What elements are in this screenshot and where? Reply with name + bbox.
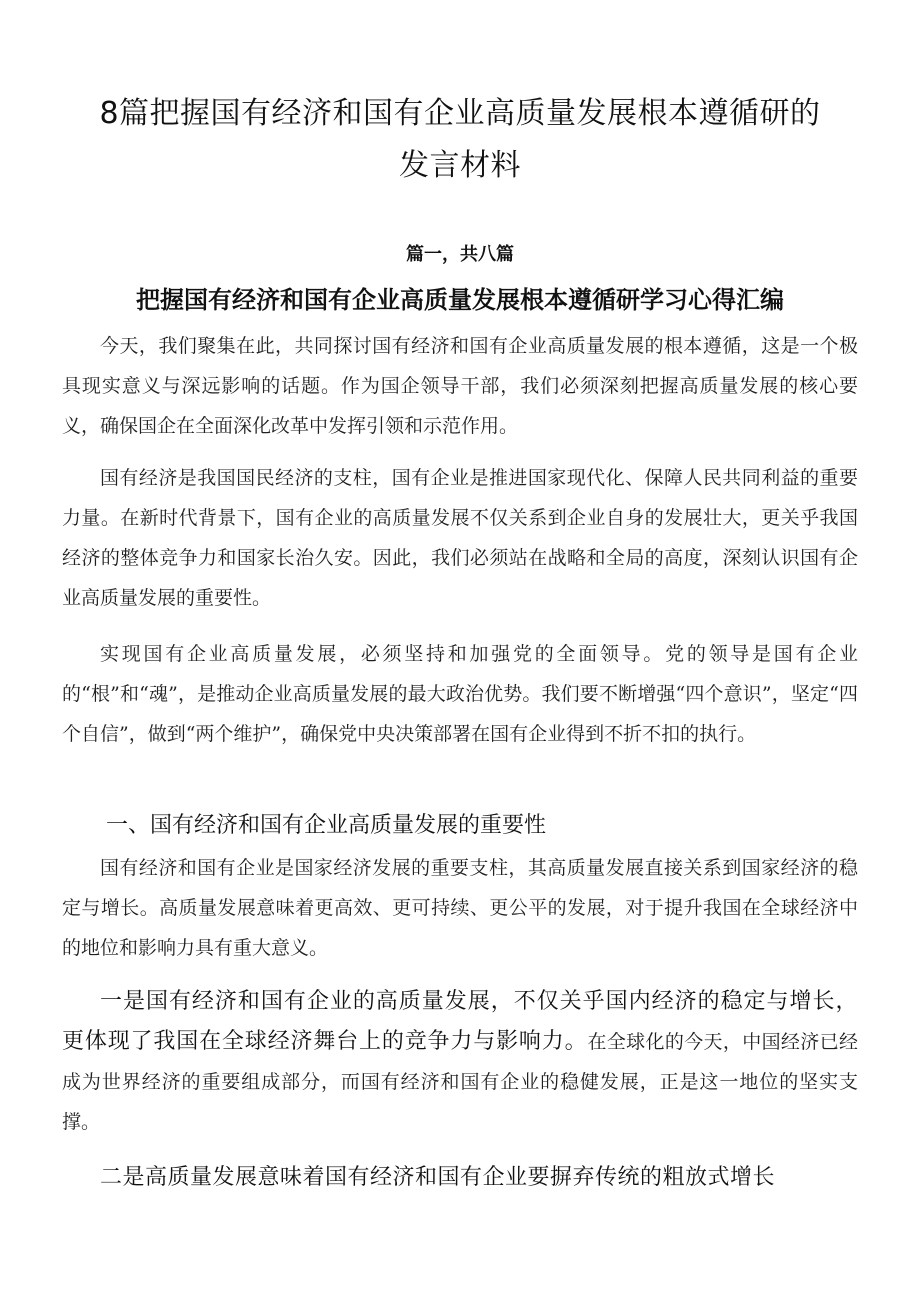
section-label: 篇一，共八篇	[406, 244, 514, 265]
paragraph	[62, 1158, 858, 1198]
paragraph: 实现国有企业高质量发展，必须坚持和加强党的全面领导。党的领导是国有企业的“根”和“魂”，是推动企业高质量发展的最大政治优势。我们要不断增强“四个意识”，坚定“四个自信”，做到“两个维护”，确保党中央决策部署在国有企业得到不折不扣的执行。	[62, 643, 858, 745]
paragraph-lead-sentence: 一是国有经济和国有企业的高质量发展，不仅关乎国内经济的稳定与增长，更体现了我国在全球经济舞台上的竞争力与影响力。	[62, 989, 858, 1054]
article-title: 把握国有经济和国有企业高质量发展根本遵循研学习心得汇编	[136, 286, 784, 314]
paragraph-lead-sentence: 二是高质量发展意味着国有经济和国有企业要摒弃传统的粗放式增长	[100, 1165, 776, 1190]
paragraph: 今天，我们聚集在此，共同探讨国有经济和国有企业高质量发展的根本遵循，这是一个极具现实意义与深远影响的话题。作为国企领导干部，我们必须深刻把握高质量发展的核心要义，确保国企在全面深化改革中发挥引领和示范作用。	[62, 335, 858, 437]
section-heading: 一、国有经济和国有企业高质量发展的重要性	[106, 813, 547, 838]
document-title-line1: 8篇把握国有经济和国有企业高质量发展根本遵循研的	[99, 96, 821, 131]
paragraph: 国有经济和国有企业是国家经济发展的重要支柱，其高质量发展直接关系到国家经济的稳定与增长。高质量发展意味着更高效、更可持续、更公平的发展，对于提升我国在全球经济中的地位和影响力具有重大意义。	[62, 857, 858, 959]
document-title-line2: 发言材料	[399, 148, 521, 183]
paragraph: 国有经济是我国国民经济的支柱，国有企业是推进国家现代化、保障人民共同利益的重要力量。在新时代背景下，国有企业的高质量发展不仅关系到企业自身的发展壮大，更关乎我国经济的整体竞争力和国家长治久安。因此，我们必须站在战略和全局的高度，深刻认识国有企业高质量发展的重要性。	[62, 467, 858, 609]
paragraph-body: 在全球化的今天，中国经济已经成为世界经济的重要组成部分，而国有经济和国有企业的稳健发展，正是这一地位的坚实支撑。	[62, 1031, 858, 1133]
paragraph	[62, 982, 858, 1142]
